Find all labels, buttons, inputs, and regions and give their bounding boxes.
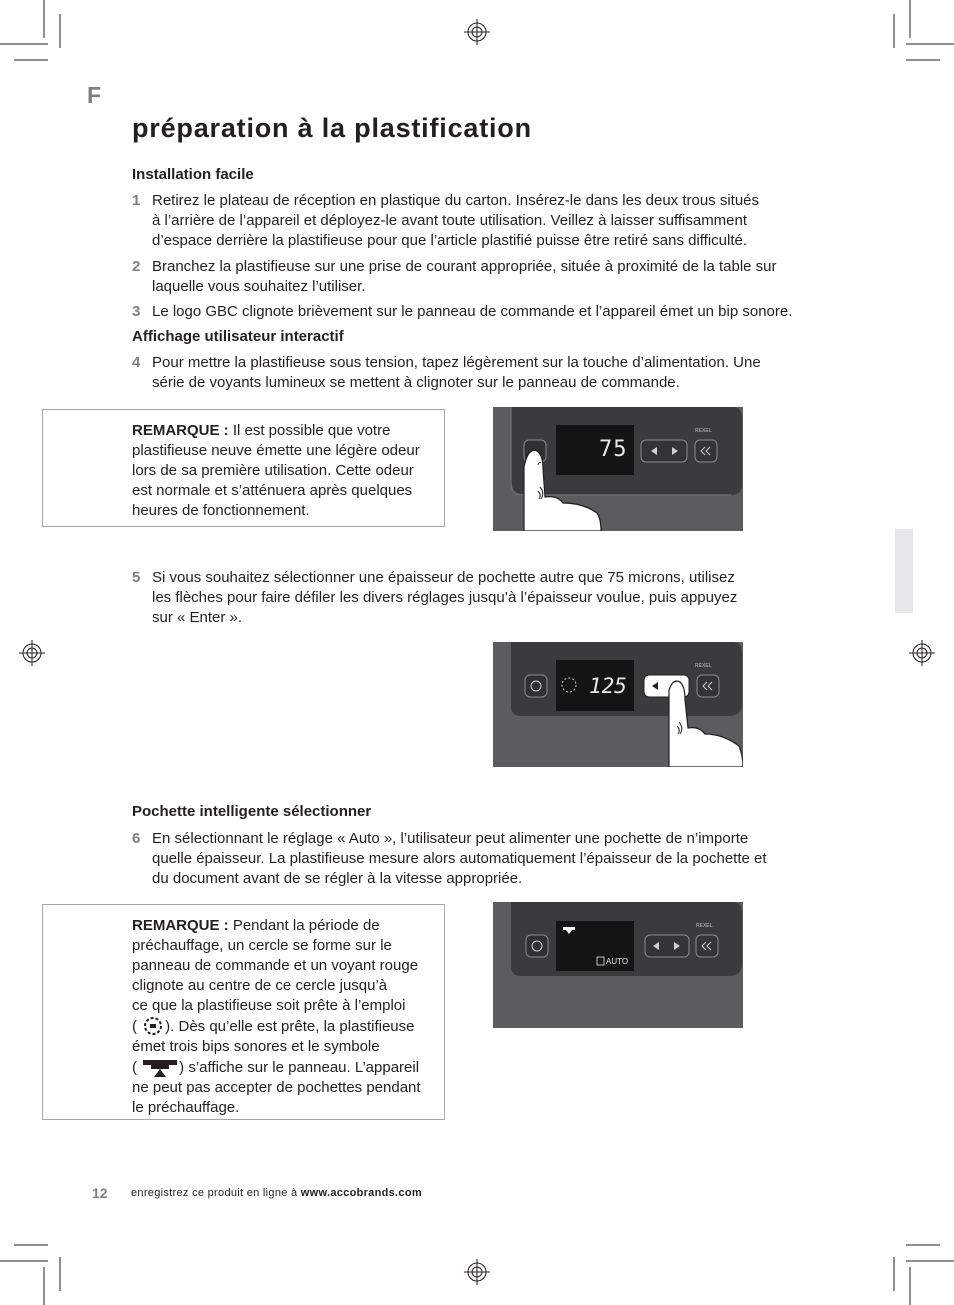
section-heading-easy-setup: Installation facile: [132, 166, 254, 183]
language-thumb-tab: [895, 529, 913, 613]
note-text: préchauffage, un cercle se forme sur le: [132, 937, 392, 954]
control-panel-graphic: [493, 407, 743, 531]
brand-logo: REXEL: [696, 923, 713, 929]
note-text: ne peut pas accepter de pochettes pendant: [132, 1079, 421, 1096]
display-value: 75: [599, 437, 628, 462]
page-title: préparation à la plastification: [132, 113, 532, 143]
step-line: les flèches pour faire défiler les divers réglages jusqu’à l’épaisseur voulue, puis appuyez: [152, 589, 738, 606]
footer-url[interactable]: www.accobrands.com: [300, 1187, 422, 1199]
ready-pouch-icon: [141, 1057, 179, 1077]
display-value: AUTO: [606, 957, 629, 966]
step-6: [132, 829, 832, 889]
footer-text: enregistrez ce produit en ligne à www.accobrands.com: [131, 1187, 422, 1199]
note-text: clignote au centre de ce cercle jusqu’à: [132, 977, 388, 994]
brand-logo: REXEL: [695, 663, 712, 669]
section-heading-smart-pouch: Pochette intelligente sélectionner: [132, 803, 372, 820]
control-panel-illustration-auto: [493, 902, 743, 1028]
step-number: 1: [132, 192, 141, 209]
registration-mark-left: [19, 640, 45, 666]
note-text: est normale et s’atténuera après quelques: [132, 482, 413, 499]
step-line: Branchez la plastifieuse sur une prise de courant appropriée, située à proximité de la table sur: [152, 258, 777, 275]
registration-mark-right: [909, 640, 935, 666]
step-line: En sélectionnant le réglage « Auto », l’utilisateur peut alimenter une pochette de n’importe: [152, 830, 749, 847]
step-line: laquelle vous souhaitez l’utiliser.: [152, 278, 366, 295]
note-text: plastifieuse neuve émette une légère odeur: [132, 442, 420, 459]
note-text: ce que la plastifieuse soit prête à l’emploi: [132, 997, 406, 1014]
step-number: 2: [132, 258, 141, 275]
control-panel-illustration-arrows: [493, 642, 743, 767]
note-text-with-icon: ( ). Dès qu’elle est prête, la plastifieuse: [132, 1018, 415, 1035]
preheat-circle-icon: [141, 1016, 165, 1036]
note-text: lors de sa première utilisation. Cette odeur: [132, 462, 414, 479]
note-text: panneau de commande et un voyant rouge: [132, 957, 419, 974]
step-line: d’espace derrière la plastifieuse pour que l’article plastifié puisse être retiré sans difficulté.: [152, 232, 748, 249]
language-tab-label: F: [87, 82, 102, 108]
step-line: du document avant de se régler à la vitesse appropriée.: [152, 870, 523, 887]
step-number: 4: [132, 354, 141, 371]
step-4: [132, 353, 832, 393]
step-5: [132, 568, 832, 628]
step-1: [132, 191, 832, 251]
brand-logo: REXEL: [695, 428, 712, 434]
control-panel-illustration-power: [493, 407, 743, 531]
step-number: 6: [132, 830, 141, 847]
step-number: 3: [132, 303, 141, 320]
note-box-preheat: [42, 904, 445, 1120]
step-line: Le logo GBC clignote brièvement sur le panneau de commande et l’appareil émet un bip sonore.: [152, 303, 793, 320]
note-text: le préchauffage.: [132, 1099, 240, 1116]
note-label: REMARQUE :: [132, 422, 229, 439]
step-line: Retirez le plateau de réception en plastique du carton. Insérez-le dans les deux trous situés: [152, 192, 760, 209]
display-value: 125: [589, 674, 627, 698]
section-heading-interactive-display: Affichage utilisateur interactif: [132, 328, 344, 345]
step-line: Si vous souhaitez sélectionner une épaisseur de pochette autre que 75 microns, utilisez: [152, 569, 735, 586]
step-line: série de voyants lumineux se mettent à clignoter sur le panneau de commande.: [152, 374, 680, 391]
note-label: REMARQUE :: [132, 917, 229, 934]
step-line: sur « Enter ».: [152, 609, 243, 626]
registration-mark-bottom: [464, 1259, 490, 1285]
note-text-with-icon: ( ) s’affiche sur le panneau. L’appareil: [132, 1059, 420, 1076]
step-line: à l’arrière de l’appareil et déployez-le avant toute utilisation. Veillez à laisser suffisamment: [152, 212, 748, 229]
note-text: émet trois bips sonores et le symbole: [132, 1038, 380, 1055]
note-text: Pendant la période de: [228, 917, 380, 934]
page-number: 12: [92, 1185, 108, 1201]
note-text: heures de fonctionnement.: [132, 502, 310, 519]
step-2: [132, 257, 832, 297]
step-number: 5: [132, 569, 141, 586]
control-panel-graphic: [493, 642, 743, 767]
note-box-odor: [42, 409, 445, 527]
step-line: quelle épaisseur. La plastifieuse mesure alors automatiquement l’épaisseur de la pochette et: [152, 850, 767, 867]
step-3: [132, 302, 832, 322]
registration-mark-top: [464, 19, 490, 45]
note-text: Il est possible que votre: [228, 422, 391, 439]
step-line: Pour mettre la plastifieuse sous tension, tapez légèrement sur la touche d’alimentation. Une: [152, 354, 761, 371]
